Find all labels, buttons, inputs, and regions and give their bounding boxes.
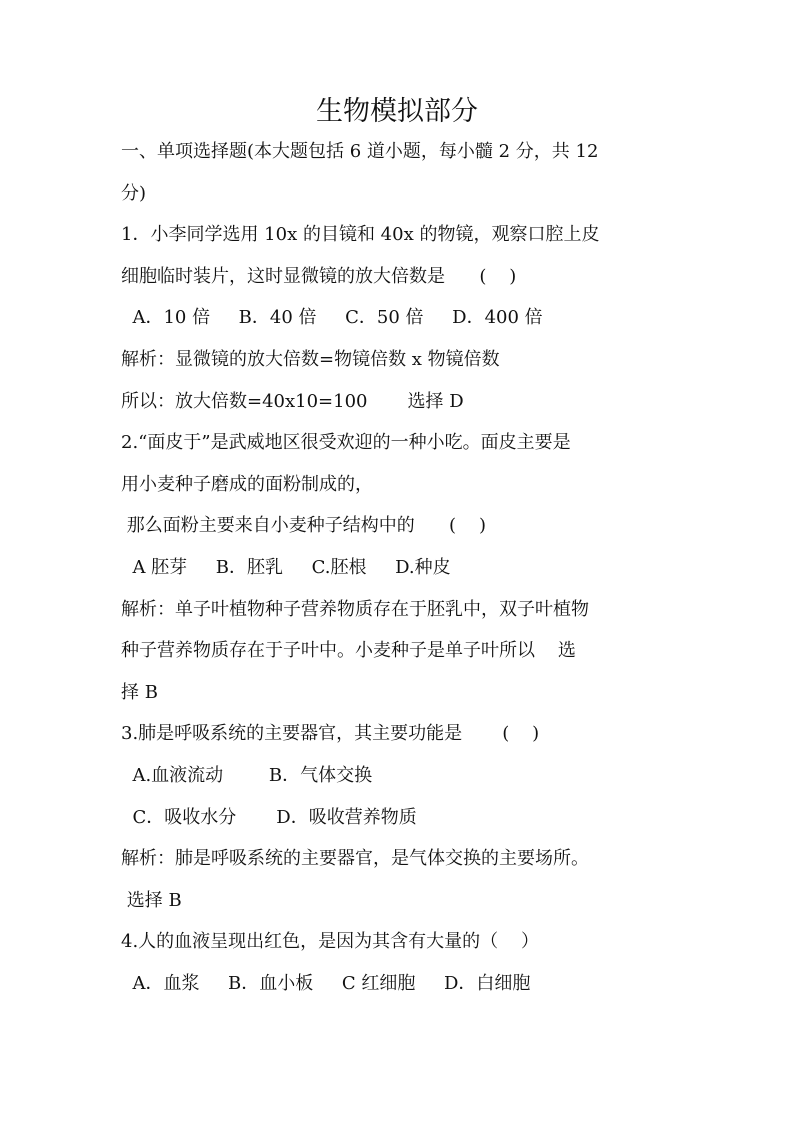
analysis-1: 解析：显微镜的放大倍数=物镜倍数 x 物镜倍数 [121,348,500,370]
options-3b: C．吸收水分 D．吸收营养物质 [121,806,417,828]
text-line: 分) [121,182,147,204]
options-2: A 胚芽 B．胚乳 C.胚根 D.种皮 [121,556,451,578]
document-title: 生物模拟部分 [316,96,478,127]
text-line: 所以：放大倍数=40x10=100 选择 D [121,390,464,412]
analysis-3: 解析：肺是呼吸系统的主要器官，是气体交换的主要场所。 [121,848,589,870]
question-3: 3.肺是呼吸系统的主要器官，其主要功能是 ( ) [121,723,540,745]
text-line: 种子营养物质存在于子叶中。小麦种子是单子叶所以 选 [121,640,576,662]
analysis-2: 解析：单子叶植物种子营养物质存在于胚乳中，双子叶植物 [121,598,589,620]
question-4: 4.人的血液呈现出红色，是因为其含有大量的（ ） [121,931,540,953]
text-line: 用小麦种子磨成的面粉制成的， [121,473,373,495]
text-line: 择 B [121,681,158,703]
options-3a: A.血液流动 B．气体交换 [121,764,373,786]
text-line: 那么面粉主要来自小麦种子结构中的 ( ) [121,515,486,537]
options-1: A．10 倍 B．40 倍 C．50 倍 D．400 倍 [121,307,543,329]
question-2: 2.“面皮于”是武威地区很受欢迎的一种小吃。面皮主要是 [121,432,571,454]
options-4: A．血浆 B．血小板 C 红细胞 D．白细胞 [121,972,531,994]
text-line: 选择 B [121,889,182,911]
question-1: 1．小李同学选用 10x 的目镜和 40x 的物镜，观察口腔上皮 [121,224,600,246]
text-line: 细胞临时装片，这时显微镜的放大倍数是 ( ) [121,265,517,287]
document-body [121,131,681,1004]
text-line: 一、单项选择题(本大题包括 6 道小题，每小髓 2 分，共 12 [121,141,599,162]
